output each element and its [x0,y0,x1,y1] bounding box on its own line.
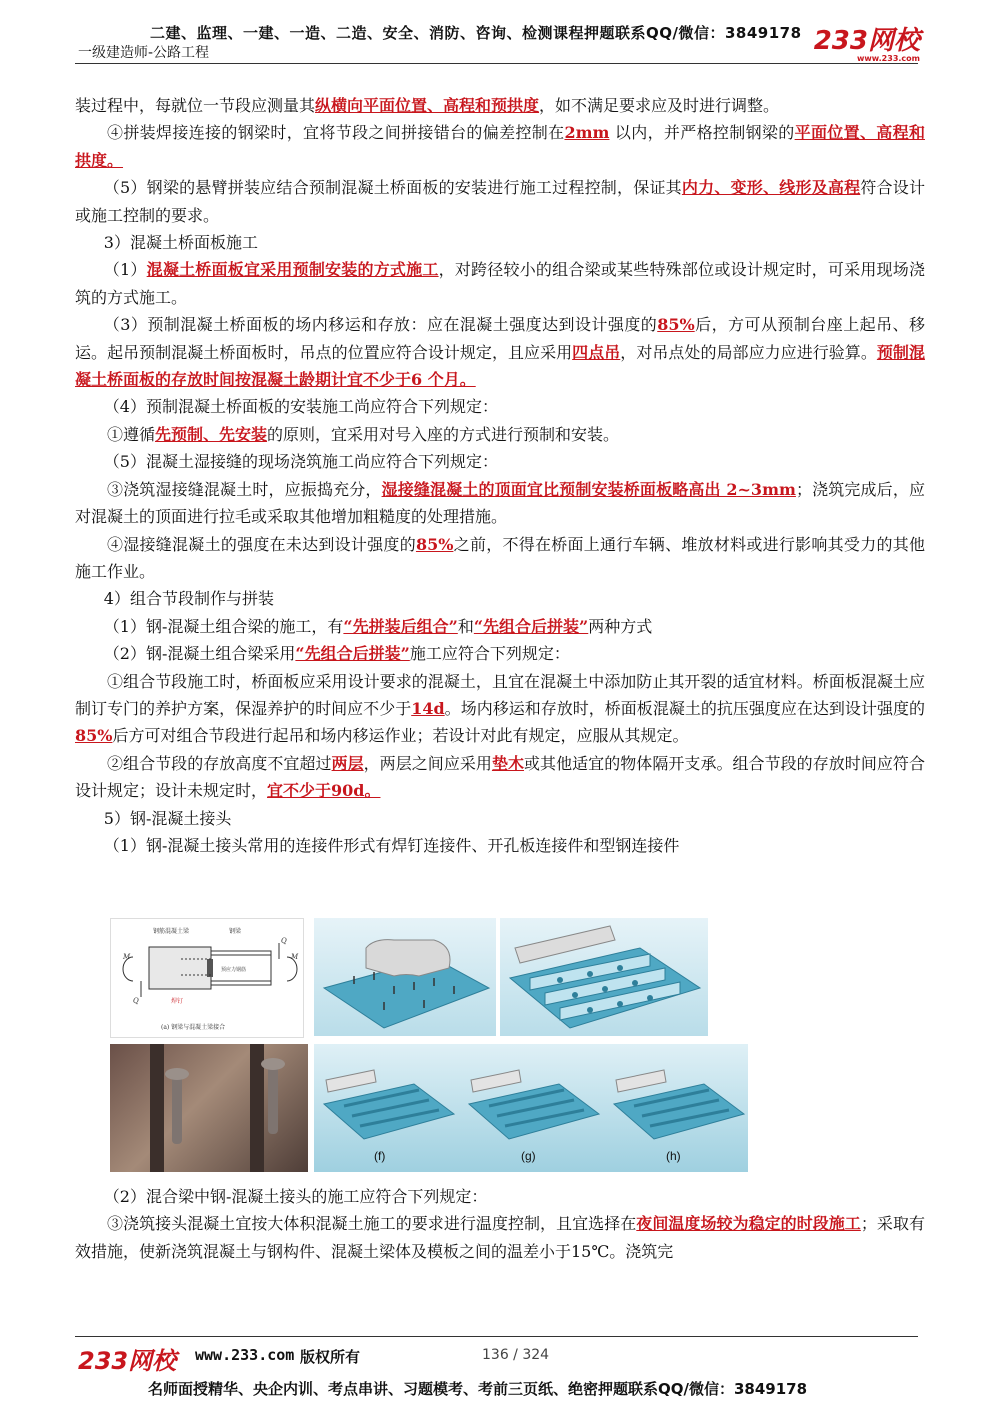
text-run: ②组合节段的存放高度不宜超过 [107,753,332,773]
text-run: （3）预制混凝土桥面板的场内移运和存放：应在混凝土强度达到设计强度的 [103,315,658,335]
text-run: 两种方式 [588,616,653,636]
text-run: （2）混合梁中钢-混凝土接头的施工应符合下列规定： [103,1187,488,1206]
stud-connector-illustration [314,918,496,1036]
highlighted-text: 2mm [564,123,610,143]
paragraph [75,640,925,667]
highlighted-text: 预制混凝土桥面板的存放时间按混凝土龄期计宜不少于6 个月。 [75,342,925,390]
highlighted-text: 混凝土桥面板宜采用预制安装的方式施工 [146,260,439,280]
text-run: ④拼装焊接连接的钢梁时，宜将节段之间拼接错台的偏差控制在 [107,123,565,143]
paragraph [75,585,925,612]
highlighted-text: 先预制、先安装 [155,424,268,444]
text-run: 以内，并严格控制钢梁的 [609,123,795,143]
text-run: 后方可对组合节段进行起吊和场内移运作业；若设计对此有规定，应服从其规定。 [112,726,689,746]
paragraph [75,1183,925,1210]
highlighted-text: 85% [415,534,454,554]
highlighted-text: 垫木 [491,753,525,773]
text-run: 的原则，宜采用对号入座的方式进行预制和安装。 [267,424,620,444]
text-run: ④湿接缝混凝土的强度在未达到设计强度的 [107,534,416,554]
text-run: ①组合节段施工时，桥面板应采用设计要求的混凝土，且宜在混凝土中添加防止其开裂的适宜材料。桥面板混凝土应制订专门的养护方案，保湿养护的时间应不少于 [75,671,925,718]
highlighted-text: 85% [75,726,113,746]
text-run: ③浇筑湿接缝混凝土时，应振捣充分， [107,479,382,499]
text-run: 5）钢-混凝土接头 [103,808,232,828]
header-subtitle: 一级建造师-公路工程 [78,45,210,61]
diagram-label-right: 钢梁 [229,928,242,935]
paragraph [75,174,925,229]
paragraph [75,119,925,174]
text-run: ，两层之间应采用 [363,753,492,773]
paragraph [75,1210,925,1265]
footer-divider [75,1336,918,1337]
diagram-label-m-left: M [123,953,131,961]
diagram-label-left: 钢筋混凝土梁 [153,928,190,935]
highlighted-text: 85% [657,315,695,335]
text-run: ，对吊点处的局部应力应进行验算。 [620,342,877,362]
highlighted-text: 内力、变形、线形及高程 [681,178,861,198]
text-run: （4）预制混凝土桥面板的安装施工尚应符合下列规定： [103,397,498,417]
diagram-label-q-right: Q [281,937,287,945]
highlighted-text: 夜间温度场较为稳定的时段施工 [636,1214,861,1234]
text-run: 。场内移运和存放时，桥面板混凝土的抗压强度应在达到设计强度的 [444,698,925,718]
footer-logo: 233网校 [78,1347,177,1375]
text-run: 后，方可从预制台座上起吊、移运。起吊预制混凝土桥面板时，吊点的位置应符合设计规定，且应采用 [75,315,925,362]
diagram-label-rebar: 预应力钢筋 [221,967,247,973]
highlighted-text: “先拼装后组合” [343,616,458,636]
text-run: ，对跨径较小的组合梁或某些特殊部位或设计规定时，可采用现场浇筑的方式施工。 [75,260,925,307]
paragraph [75,421,925,448]
panel-label-g: (g) [521,1149,536,1163]
highlighted-text: 四点吊 [572,342,621,362]
footer-copyright: 版权所有 [300,1348,361,1366]
footer-contact-line: 名师面授精华、央企内训、考点串讲、习题模考、考前三页纸、绝密押题联系QQ/微信：3849178 [148,1380,808,1398]
highlighted-text: 14d [411,698,445,718]
text-run: 装过程中，每就位一节段应测量其 [75,96,316,115]
header-logo [814,28,920,63]
highlighted-text: “先组合后拼装” [473,616,589,636]
paragraph [75,531,925,586]
text-run: 之前，不得在桥面上通行车辆、堆放材料或进行影响其受力的其他施工作业。 [75,534,925,581]
text-run: ；浇筑完成后，应对混凝土的顶面进行拉毛或采取其他增加粗糙度的处理措施。 [75,479,925,527]
text-run: 3）混凝土桥面板施工 [103,233,258,253]
text-run: （2）钢-混凝土组合梁采用 [103,644,296,664]
section-steel-connector-illustrations [314,1044,748,1172]
page-number: 136 / 324 [482,1347,550,1363]
footer-site[interactable]: www.233.com [195,1346,295,1364]
header-logo-url: www.233.com [856,54,920,63]
diagram-label-stud: 焊钉 [171,998,184,1005]
paragraph [75,229,925,256]
text-run: （1）钢-混凝土组合梁的施工，有 [103,616,344,636]
main-text-block [75,92,925,859]
text-run: 施工应符合下列规定： [409,644,570,664]
paragraph [75,92,925,119]
paragraph [75,311,925,393]
header-logo-text: 233网校 [813,26,920,56]
text-run: ③浇筑接头混凝土宜按大体积混凝土施工的要求进行温度控制，且宜选择在 [107,1214,637,1234]
paragraph [75,805,925,832]
text-run: ①遵循 [107,424,156,444]
paragraph [75,668,925,750]
header-divider [75,63,918,64]
text-run: （1） [103,260,147,280]
paragraph [75,256,925,311]
steel-concrete-joint-diagram [110,918,304,1038]
text-run: 或其他适宜的物体隔开支承。组合节段的存放时间应符合设计规定；设计未规定时， [75,753,925,801]
highlighted-text: 湿接缝混凝土的顶面宜比预制安装桥面板略高出 2~3mm [381,479,796,499]
panel-label-f: (f) [374,1149,386,1163]
panel-label-h: (h) [666,1149,681,1163]
highlighted-text: 平面位置、高程和拱度。 [75,123,925,170]
text-run: （1）钢-混凝土接头常用的连接件形式有焊钉连接件、开孔板连接件和型钢连接件 [103,835,680,855]
text-run: 和 [457,616,474,636]
paragraph [75,750,925,805]
paragraph [75,448,925,475]
perforated-plate-connector-illustration [500,918,708,1036]
diagram-caption: (a) 钢梁与混凝土梁接合 [161,1024,226,1031]
text-run: （5）混凝土湿接缝的现场浇筑施工尚应符合下列规定： [103,452,498,472]
header-contact-line: 二建、监理、一建、一造、二造、安全、消防、咨询、检测课程押题联系QQ/微信：3849178 [150,24,802,42]
highlighted-text: 宜不少于90d。 [267,781,381,801]
paragraph [75,832,925,859]
paragraph [75,476,925,531]
text-run: （5）钢梁的悬臂拼装应结合预制混凝土桥面板的安装进行施工过程控制，保证其 [103,178,682,198]
highlighted-text: 纵横向平面位置、高程和预拱度 [315,96,540,115]
main-text-block-2 [75,1183,925,1265]
welded-stud-photo [110,1044,308,1172]
highlighted-text: “先组合后拼装” [295,644,410,664]
text-run: ；采取有效措施，使新浇筑混凝土与钢构件、混凝土梁体及模板之间的温差小于15℃。浇筑完 [75,1214,925,1261]
text-run: ，如不满足要求应及时进行调整。 [539,96,780,115]
diagram-label-q-left: Q [133,997,139,1005]
paragraph [75,393,925,420]
highlighted-text: 两层 [331,753,364,773]
paragraph [75,613,925,640]
text-run: 4）组合节段制作与拼装 [103,589,274,609]
diagram-label-m-right: M [291,953,299,961]
text-run: 符合设计或施工控制的要求。 [75,178,925,225]
